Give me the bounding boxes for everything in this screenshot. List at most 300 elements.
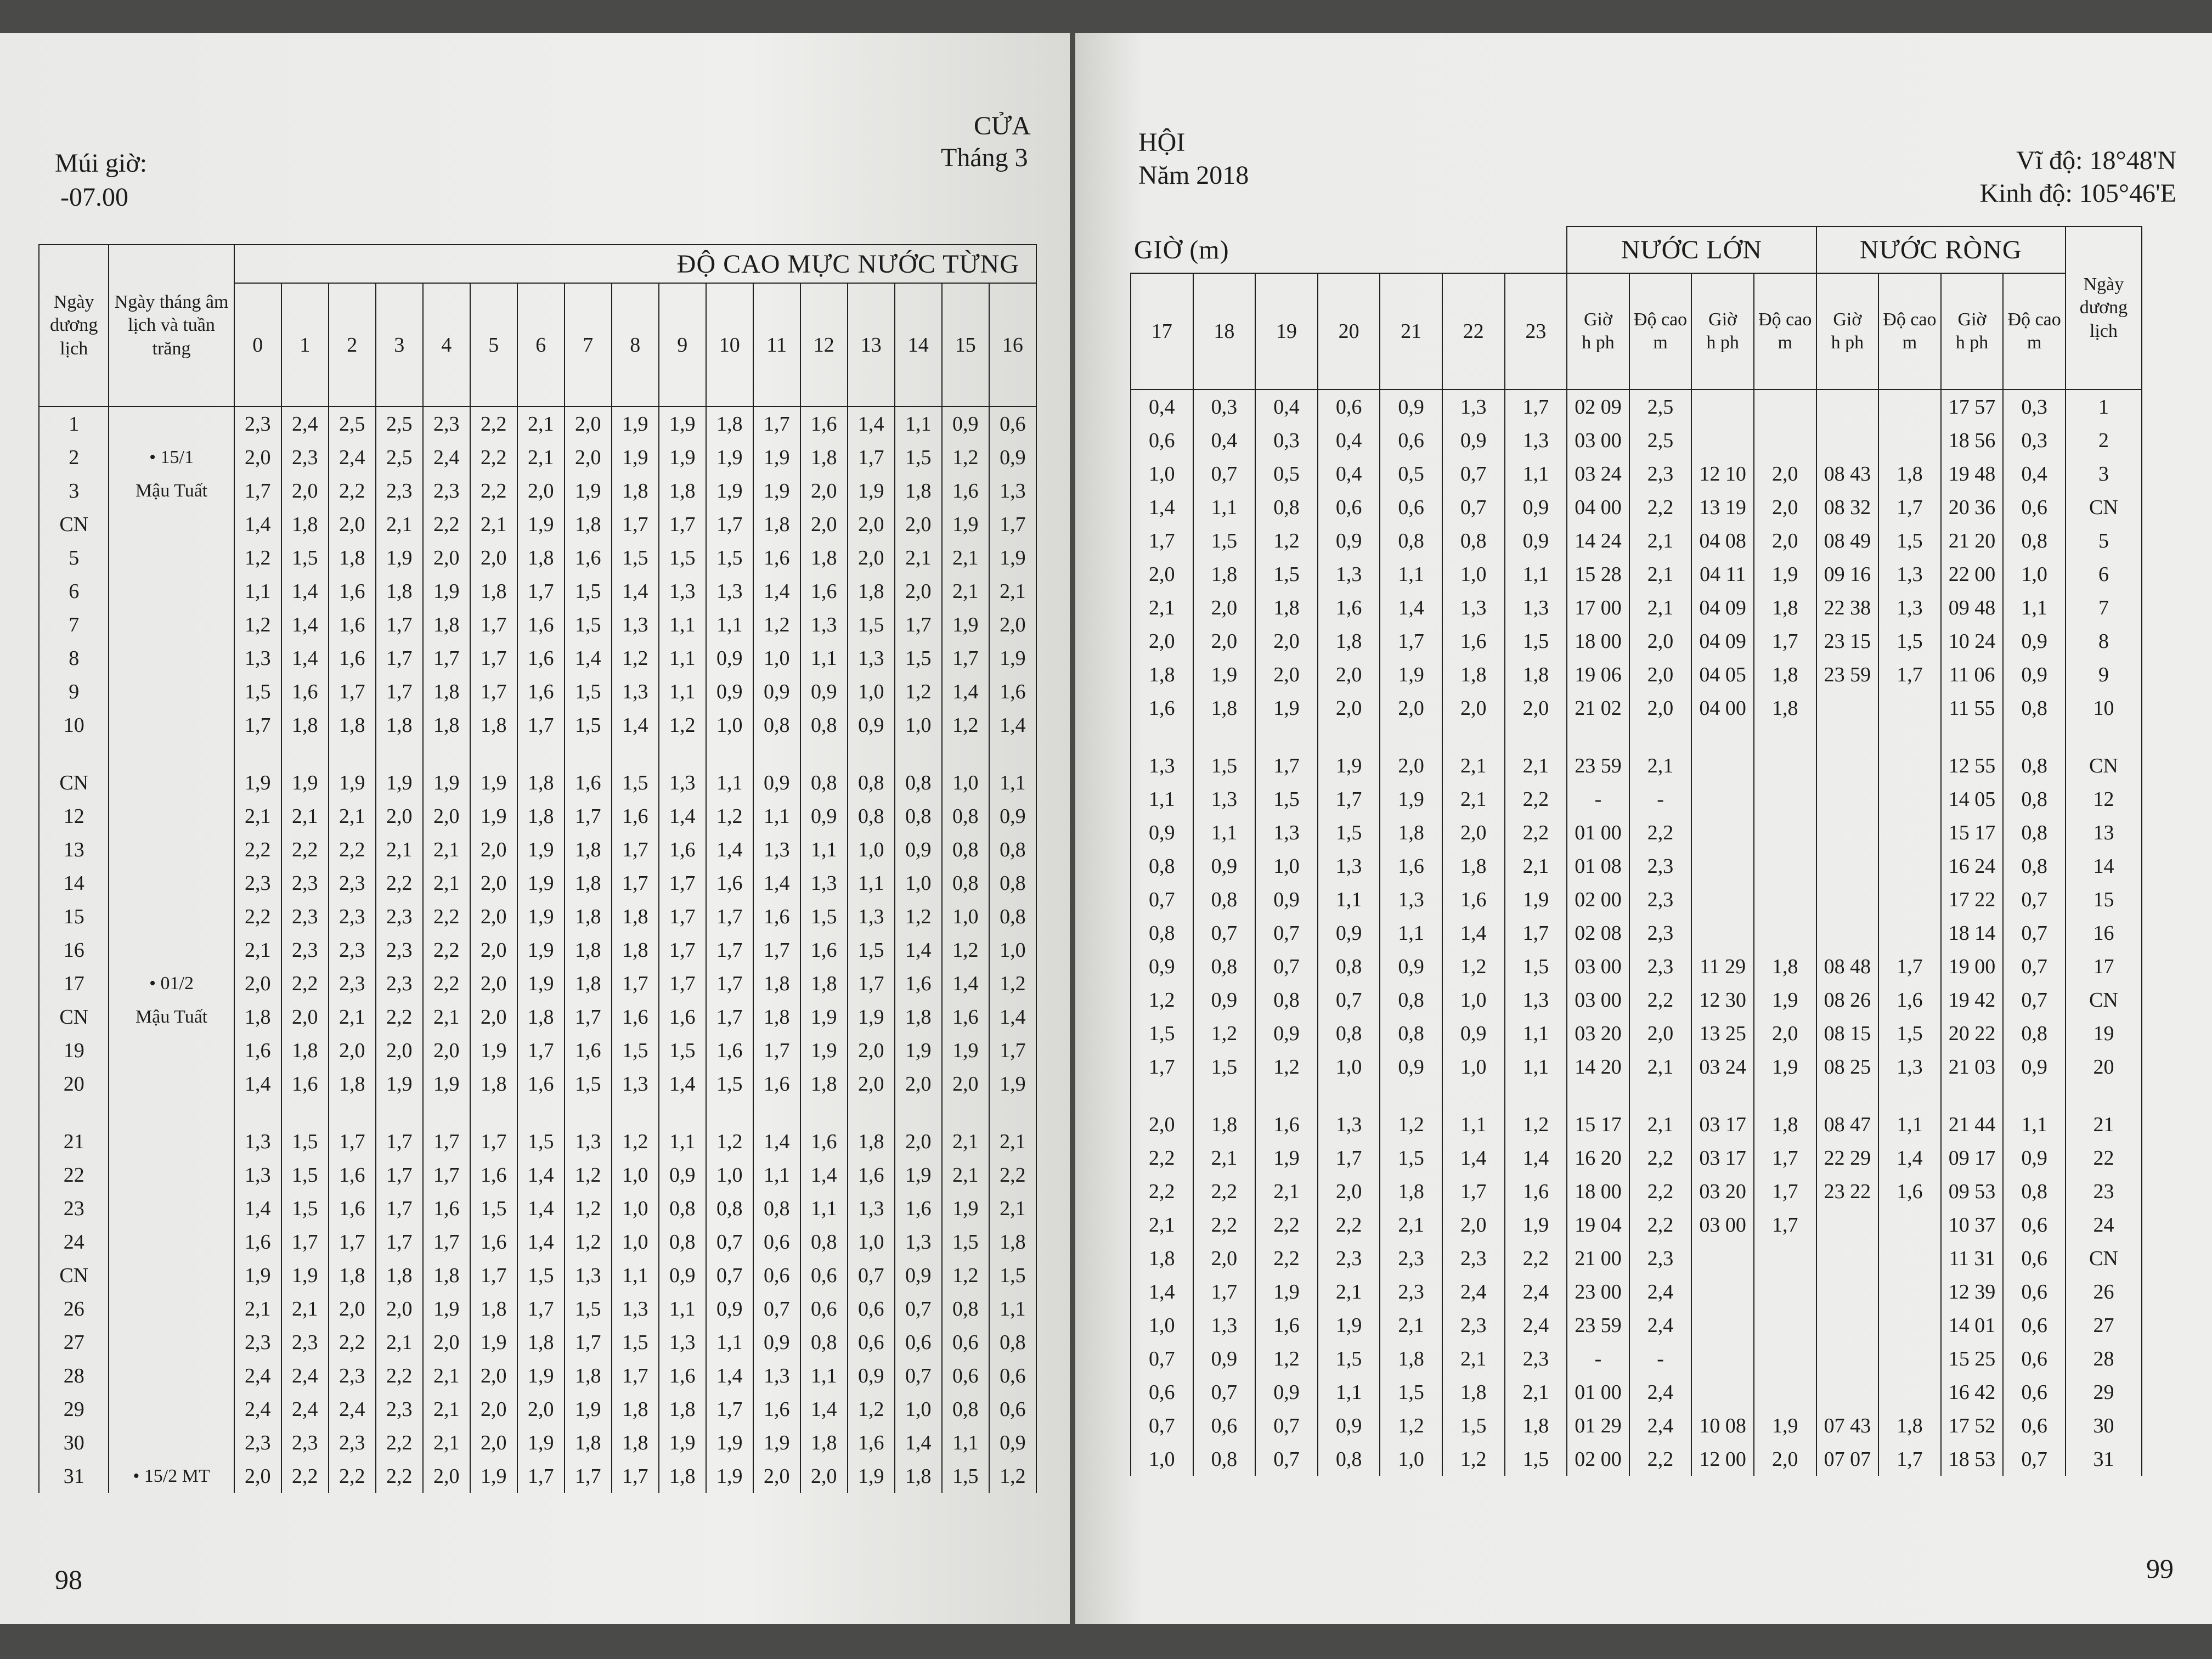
low-tide-time-cell [1816, 916, 1879, 950]
height-cell: 2,0 [470, 900, 517, 933]
height-cell: 1,6 [329, 574, 376, 608]
day-cell: CN [2066, 1242, 2142, 1275]
low-tide-height-cell [1878, 816, 1941, 849]
height-cell: 1,5 [659, 1034, 706, 1067]
height-cell: 1,9 [612, 407, 659, 441]
height-cell: 2,4 [281, 1359, 329, 1392]
low-tide-time-cell [1816, 1275, 1879, 1308]
high-tide-height-cell: 2,4 [1629, 1275, 1692, 1308]
height-cell: 0,9 [1380, 390, 1442, 424]
height-cell: 1,9 [942, 1034, 989, 1067]
height-cell: 1,7 [1442, 1175, 1505, 1208]
table-row [39, 900, 1036, 933]
lunar-column-header: Ngày tháng âm lịch và tuần trăng [109, 245, 234, 407]
height-cell: 1,8 [234, 1000, 281, 1034]
table-row [1131, 883, 2142, 916]
height-cell: 1,6 [1442, 883, 1505, 916]
table-row [39, 1158, 1036, 1192]
hour-header: 14 [895, 283, 942, 407]
lunar-cell [109, 507, 234, 541]
high-tide-time-cell: 17 00 [1567, 591, 1629, 624]
low-tide-height-cell: 1,5 [1878, 624, 1941, 658]
page-number-left: 98 [55, 1564, 82, 1595]
height-cell: 2,1 [942, 574, 989, 608]
table-row [39, 799, 1036, 833]
height-cell: 1,0 [848, 675, 895, 708]
high-tide-height-cell: 2,5 [1629, 424, 1692, 457]
high-tide-height-cell [1754, 749, 1816, 782]
low-tide-time-cell: 23 22 [1816, 1175, 1879, 1208]
height-cell: 0,4 [1131, 390, 1193, 424]
height-cell: 1,9 [1255, 1275, 1318, 1308]
height-cell: 0,8 [1380, 524, 1442, 557]
height-cell: 0,9 [848, 1359, 895, 1392]
height-cell: 2,0 [234, 967, 281, 1000]
longitude-label: Kinh độ: 105°46'E [1979, 179, 2176, 208]
low-tide-time-cell: 10 24 [1941, 624, 2004, 658]
height-cell: 2,1 [234, 799, 281, 833]
low-tide-time-cell: 17 52 [1941, 1409, 2004, 1442]
height-cell: 0,9 [1131, 816, 1193, 849]
high-tide-height-cell: 2,3 [1629, 457, 1692, 490]
height-cell: 1,7 [989, 507, 1036, 541]
height-cell: 1,7 [517, 574, 565, 608]
high-tide-time-cell: - [1567, 1342, 1629, 1375]
height-cell: 1,5 [800, 900, 848, 933]
height-cell: 1,8 [800, 541, 848, 574]
day-cell: 22 [39, 1158, 109, 1192]
high-tide-height-cell: 1,8 [1754, 691, 1816, 725]
height-cell: 0,7 [1255, 916, 1318, 950]
day-cell: 19 [2066, 1017, 2142, 1050]
height-cell: 1,9 [1505, 1208, 1567, 1242]
low-tide-height-cell: 0,3 [2003, 424, 2066, 457]
height-cell: 0,7 [1193, 457, 1256, 490]
low-tide-time-cell: 22 38 [1816, 591, 1879, 624]
table-row [1131, 1409, 2142, 1442]
height-cell: 1,1 [1505, 457, 1567, 490]
low-tide-time-cell [1816, 1375, 1879, 1409]
height-cell: 0,6 [1318, 490, 1380, 524]
height-cell: 0,9 [895, 1259, 942, 1292]
height-cell: 1,3 [234, 1158, 281, 1192]
height-cell: 1,3 [706, 574, 753, 608]
height-cell: 1,8 [1442, 658, 1505, 691]
height-cell: 1,9 [517, 833, 565, 866]
hour-header: 21 [1380, 273, 1442, 390]
low-tide-height-cell: 0,6 [2003, 1242, 2066, 1275]
height-cell: 1,5 [1255, 557, 1318, 591]
low-tide-height-cell: 0,8 [2003, 816, 2066, 849]
height-cell: 1,8 [1193, 1108, 1256, 1141]
height-cell: 0,7 [1255, 1409, 1318, 1442]
group-spacer [1131, 1084, 2142, 1108]
time-label: Giờ [1833, 309, 1862, 330]
height-cell: 0,8 [706, 1192, 753, 1225]
height-cell: 0,6 [989, 407, 1036, 441]
height-cell: 1,2 [565, 1225, 612, 1259]
height-cell: 1,1 [659, 1292, 706, 1325]
low-tide-time-cell [1816, 816, 1879, 849]
height-cell: 2,1 [281, 799, 329, 833]
height-cell: 1,9 [329, 766, 376, 799]
height-cell: 1,0 [706, 708, 753, 742]
height-cell: 1,5 [565, 675, 612, 708]
day-cell: 20 [39, 1067, 109, 1101]
high-tide-time-cell [1691, 916, 1754, 950]
height-cell: 1,7 [1131, 524, 1193, 557]
height-cell: 0,6 [895, 1325, 942, 1359]
height-cell: 1,7 [329, 1125, 376, 1158]
height-cell: 1,8 [423, 708, 470, 742]
height-cell: 1,8 [1318, 624, 1380, 658]
lunar-cell [109, 1125, 234, 1158]
low-tide-height-cell: 0,3 [2003, 390, 2066, 424]
day-cell: CN [39, 507, 109, 541]
height-cell: 1,8 [517, 766, 565, 799]
page-number-right: 99 [2146, 1553, 2174, 1584]
low-tide-time-cell [1816, 691, 1879, 725]
height-cell: 2,1 [1380, 1208, 1442, 1242]
low-tide-time-cell: 23 59 [1816, 658, 1879, 691]
table-row [1131, 1175, 2142, 1208]
low-tide-time-cell: 15 25 [1941, 1342, 2004, 1375]
height-cell: 2,4 [423, 441, 470, 474]
height-cell: 1,2 [1442, 1442, 1505, 1476]
height-cell: 1,5 [659, 541, 706, 574]
height-cell: 1,9 [281, 766, 329, 799]
height-cell: 1,6 [753, 541, 800, 574]
high-tide-time-cell: 01 08 [1567, 849, 1629, 883]
height-cell: 1,8 [659, 1392, 706, 1426]
height-cell: 1,1 [1442, 1108, 1505, 1141]
height-cell: 1,0 [942, 900, 989, 933]
lunar-cell: Mậu Tuất [109, 1000, 234, 1034]
height-cell: 0,8 [989, 1325, 1036, 1359]
height-cell: 1,1 [659, 608, 706, 641]
lunar-cell: Mậu Tuất [109, 474, 234, 507]
high-tide-height-cell: - [1629, 1342, 1692, 1375]
low-tide-time-cell: 21 20 [1941, 524, 2004, 557]
height-cell: 1,7 [1505, 390, 1567, 424]
right-tide-table [1130, 226, 2142, 1476]
height-cell: 1,3 [1505, 424, 1567, 457]
height-cell: 1,2 [1193, 1017, 1256, 1050]
height-cell: 2,0 [895, 1125, 942, 1158]
table-row [39, 608, 1036, 641]
height-cell: 2,3 [234, 407, 281, 441]
height-cell: 1,7 [753, 933, 800, 967]
day-cell: 5 [2066, 524, 2142, 557]
height-cell: 1,7 [234, 708, 281, 742]
height-cell: 2,0 [423, 541, 470, 574]
height-cell: 1,4 [1505, 1141, 1567, 1175]
height-cell: 1,4 [895, 1426, 942, 1459]
height-cell: 1,1 [800, 1192, 848, 1225]
height-cell: 1,4 [234, 1067, 281, 1101]
height-cell: 1,8 [800, 1426, 848, 1459]
low-tide-height-cell [1878, 1208, 1941, 1242]
low-tide-time-cell: 14 01 [1941, 1308, 2004, 1342]
height-cell: 1,2 [612, 641, 659, 675]
tide-time-header [1816, 273, 1879, 390]
height-cell: 0,8 [895, 766, 942, 799]
height-cell: 1,8 [329, 1259, 376, 1292]
height-cell: 0,8 [989, 833, 1036, 866]
height-cell: 2,2 [329, 1325, 376, 1359]
height-cell: 2,1 [423, 1359, 470, 1392]
height-cell: 1,8 [281, 1034, 329, 1067]
hours-label: GIỜ (m) [1134, 235, 1229, 264]
day-cell: 28 [2066, 1342, 2142, 1375]
height-cell: 0,8 [1318, 1017, 1380, 1050]
height-cell: 1,7 [659, 507, 706, 541]
height-cell: 1,7 [1318, 1141, 1380, 1175]
height-cell: 2,2 [470, 474, 517, 507]
height-cell: 1,6 [1131, 691, 1193, 725]
height-cell: 2,0 [1318, 658, 1380, 691]
height-cell: 0,7 [1193, 916, 1256, 950]
day-cell: 28 [39, 1359, 109, 1392]
day-cell: 24 [39, 1225, 109, 1259]
height-cell: 1,2 [848, 1392, 895, 1426]
high-tide-time-cell: 04 05 [1691, 658, 1754, 691]
height-cell: 0,9 [989, 799, 1036, 833]
height-cell: 2,1 [1442, 749, 1505, 782]
height-cell: 1,2 [753, 608, 800, 641]
high-tide-time-cell: 02 00 [1567, 1442, 1629, 1476]
tide-time-header [1941, 273, 2004, 390]
height-cell: 0,6 [1131, 1375, 1193, 1409]
table-row [1131, 1108, 2142, 1141]
height-cell: 1,4 [989, 1000, 1036, 1034]
day-cell: 16 [2066, 916, 2142, 950]
height-cell: 1,2 [989, 1459, 1036, 1493]
height-cell: 1,1 [1380, 557, 1442, 591]
low-tide-height-cell [1878, 883, 1941, 916]
height-cell: 2,0 [329, 507, 376, 541]
height-cell: 1,7 [376, 675, 423, 708]
height-cell: 1,0 [1380, 1442, 1442, 1476]
low-tide-height-cell: 0,7 [2003, 883, 2066, 916]
height-cell: 0,9 [1193, 1342, 1256, 1375]
table-row [1131, 390, 2142, 424]
table-row [1131, 557, 2142, 591]
height-cell: 0,8 [848, 766, 895, 799]
height-cell: 1,3 [659, 766, 706, 799]
high-tide-height-cell: 2,2 [1629, 1208, 1692, 1242]
low-tide-time-cell [1816, 1208, 1879, 1242]
height-cell: 1,6 [800, 933, 848, 967]
lunar-cell [109, 1034, 234, 1067]
height-cell: 2,2 [1505, 1242, 1567, 1275]
tide-height-header: Độ cao m [1754, 273, 1816, 390]
high-tide-height-cell [1754, 816, 1816, 849]
high-tide-height-cell: 2,0 [1629, 1017, 1692, 1050]
height-cell: 1,3 [753, 833, 800, 866]
day-cell: 3 [2066, 457, 2142, 490]
height-cell: 2,0 [470, 933, 517, 967]
height-cell: 1,6 [1318, 591, 1380, 624]
height-cell: 2,2 [989, 1158, 1036, 1192]
lunar-cell: • 01/2 [109, 967, 234, 1000]
height-cell: 2,1 [895, 541, 942, 574]
group-spacer [39, 742, 1036, 766]
low-tide-time-cell: 09 17 [1941, 1141, 2004, 1175]
day-cell: 9 [39, 675, 109, 708]
table-row [1131, 816, 2142, 849]
low-tide-height-cell: 0,7 [2003, 916, 2066, 950]
low-tide-height-cell [1878, 1242, 1941, 1275]
high-tide-time-cell: 04 00 [1691, 691, 1754, 725]
height-cell: 1,3 [1318, 849, 1380, 883]
table-row [1131, 658, 2142, 691]
low-tide-height-cell [1878, 916, 1941, 950]
height-cell: 1,0 [895, 708, 942, 742]
height-cell: 0,4 [1318, 457, 1380, 490]
low-tide-height-cell: 0,8 [2003, 1175, 2066, 1208]
height-cell: 1,5 [281, 1125, 329, 1158]
high-tide-height-cell: 2,2 [1629, 816, 1692, 849]
height-cell: 1,7 [1505, 916, 1567, 950]
height-cell: 1,7 [848, 441, 895, 474]
lunar-cell [109, 708, 234, 742]
height-cell: 1,6 [753, 1392, 800, 1426]
high-tide-time-cell: 03 24 [1567, 457, 1629, 490]
low-tide-time-cell: 08 47 [1816, 1108, 1879, 1141]
height-cell: 2,4 [329, 1392, 376, 1426]
height-cell: 1,3 [659, 574, 706, 608]
low-tide-height-cell: 1,7 [1878, 950, 1941, 983]
height-cell: 1,7 [423, 641, 470, 675]
height-cell: 2,1 [517, 441, 565, 474]
high-tide-time-cell [1691, 1275, 1754, 1308]
low-tide-time-cell: 08 49 [1816, 524, 1879, 557]
height-cell: 1,8 [565, 1359, 612, 1392]
height-cell: 0,6 [1380, 424, 1442, 457]
low-tide-height-cell: 0,6 [2003, 490, 2066, 524]
day-cell: 15 [2066, 883, 2142, 916]
height-cell: 1,1 [1318, 883, 1380, 916]
height-cell: 0,8 [989, 866, 1036, 900]
low-tide-time-cell: 12 39 [1941, 1275, 2004, 1308]
low-tide-time-cell [1816, 782, 1879, 816]
height-cell: 2,1 [234, 1292, 281, 1325]
height-cell: 1,7 [423, 1158, 470, 1192]
height-cell: 1,6 [659, 1359, 706, 1392]
height-cell: 2,0 [234, 441, 281, 474]
height-cell: 1,9 [753, 1426, 800, 1459]
day-cell: 2 [2066, 424, 2142, 457]
height-cell: 1,7 [1318, 782, 1380, 816]
height-cell: 1,6 [1505, 1175, 1567, 1208]
day-cell: 7 [2066, 591, 2142, 624]
height-cell: 2,2 [423, 900, 470, 933]
height-cell: 2,3 [376, 1392, 423, 1426]
high-tide-height-cell: - [1629, 782, 1692, 816]
lunar-cell [109, 1067, 234, 1101]
height-cell: 1,9 [895, 1158, 942, 1192]
height-cell: 1,9 [423, 766, 470, 799]
height-cell: 1,8 [1193, 557, 1256, 591]
height-cell: 2,3 [1380, 1275, 1442, 1308]
height-cell: 2,1 [470, 507, 517, 541]
height-cell: 0,6 [848, 1325, 895, 1359]
height-cell: 1,5 [281, 1192, 329, 1225]
height-cell: 2,3 [1380, 1242, 1442, 1275]
table-row [1131, 1141, 2142, 1175]
high-tide-time-cell: 10 08 [1691, 1409, 1754, 1442]
day-cell: 1 [39, 407, 109, 441]
height-cell: 2,0 [470, 1000, 517, 1034]
lunar-cell [109, 574, 234, 608]
height-cell: 2,0 [1318, 1175, 1380, 1208]
height-cell: 1,1 [234, 574, 281, 608]
height-cell: 1,3 [1505, 591, 1567, 624]
height-cell: 0,7 [706, 1259, 753, 1292]
height-cell: 1,7 [565, 1000, 612, 1034]
height-cell: 1,9 [517, 933, 565, 967]
height-cell: 1,8 [423, 1259, 470, 1292]
low-tide-time-cell: 23 15 [1816, 624, 1879, 658]
height-cell: 1,8 [565, 900, 612, 933]
low-tide-height-cell [1878, 849, 1941, 883]
height-cell: 1,6 [800, 407, 848, 441]
height-cell: 2,0 [1193, 591, 1256, 624]
height-cell: 1,5 [706, 1067, 753, 1101]
table-row [39, 574, 1036, 608]
height-cell: 1,9 [517, 507, 565, 541]
high-tide-time-cell: 18 00 [1567, 1175, 1629, 1208]
high-tide-time-cell: 03 00 [1567, 950, 1629, 983]
table-row [1131, 624, 2142, 658]
height-cell: 1,7 [281, 1225, 329, 1259]
height-cell: 1,1 [1505, 1017, 1567, 1050]
height-cell: 2,1 [423, 1000, 470, 1034]
height-cell: 1,4 [234, 1192, 281, 1225]
table-row [1131, 424, 2142, 457]
height-cell: 1,3 [565, 1125, 612, 1158]
height-cell: 0,9 [1442, 424, 1505, 457]
high-tide-time-cell: - [1567, 782, 1629, 816]
height-cell: 1,8 [848, 1125, 895, 1158]
height-cell: 1,2 [1255, 524, 1318, 557]
height-cell: 1,8 [281, 507, 329, 541]
hour-header: 17 [1131, 273, 1193, 390]
lunar-cell [109, 1426, 234, 1459]
high-tide-time-cell: 15 17 [1567, 1108, 1629, 1141]
height-cell: 1,7 [612, 833, 659, 866]
height-cell: 2,4 [329, 441, 376, 474]
height-cell: 1,4 [800, 1392, 848, 1426]
low-tide-time-cell: 15 17 [1941, 816, 2004, 849]
height-cell: 1,7 [848, 967, 895, 1000]
height-cell: 0,8 [942, 1392, 989, 1426]
height-cell: 2,0 [848, 507, 895, 541]
table-row [39, 675, 1036, 708]
height-cell: 1,3 [1318, 557, 1380, 591]
height-cell: 1,4 [989, 708, 1036, 742]
height-cell: 1,0 [895, 866, 942, 900]
high-tide-height-cell: 1,8 [1754, 591, 1816, 624]
high-tide-height-cell: 2,2 [1629, 983, 1692, 1017]
height-cell: 1,4 [895, 933, 942, 967]
hour-header: 16 [989, 283, 1036, 407]
height-cell: 0,9 [989, 441, 1036, 474]
low-tide-time-cell: 20 22 [1941, 1017, 2004, 1050]
height-cell: 2,2 [1193, 1175, 1256, 1208]
height-cell: 0,8 [942, 866, 989, 900]
